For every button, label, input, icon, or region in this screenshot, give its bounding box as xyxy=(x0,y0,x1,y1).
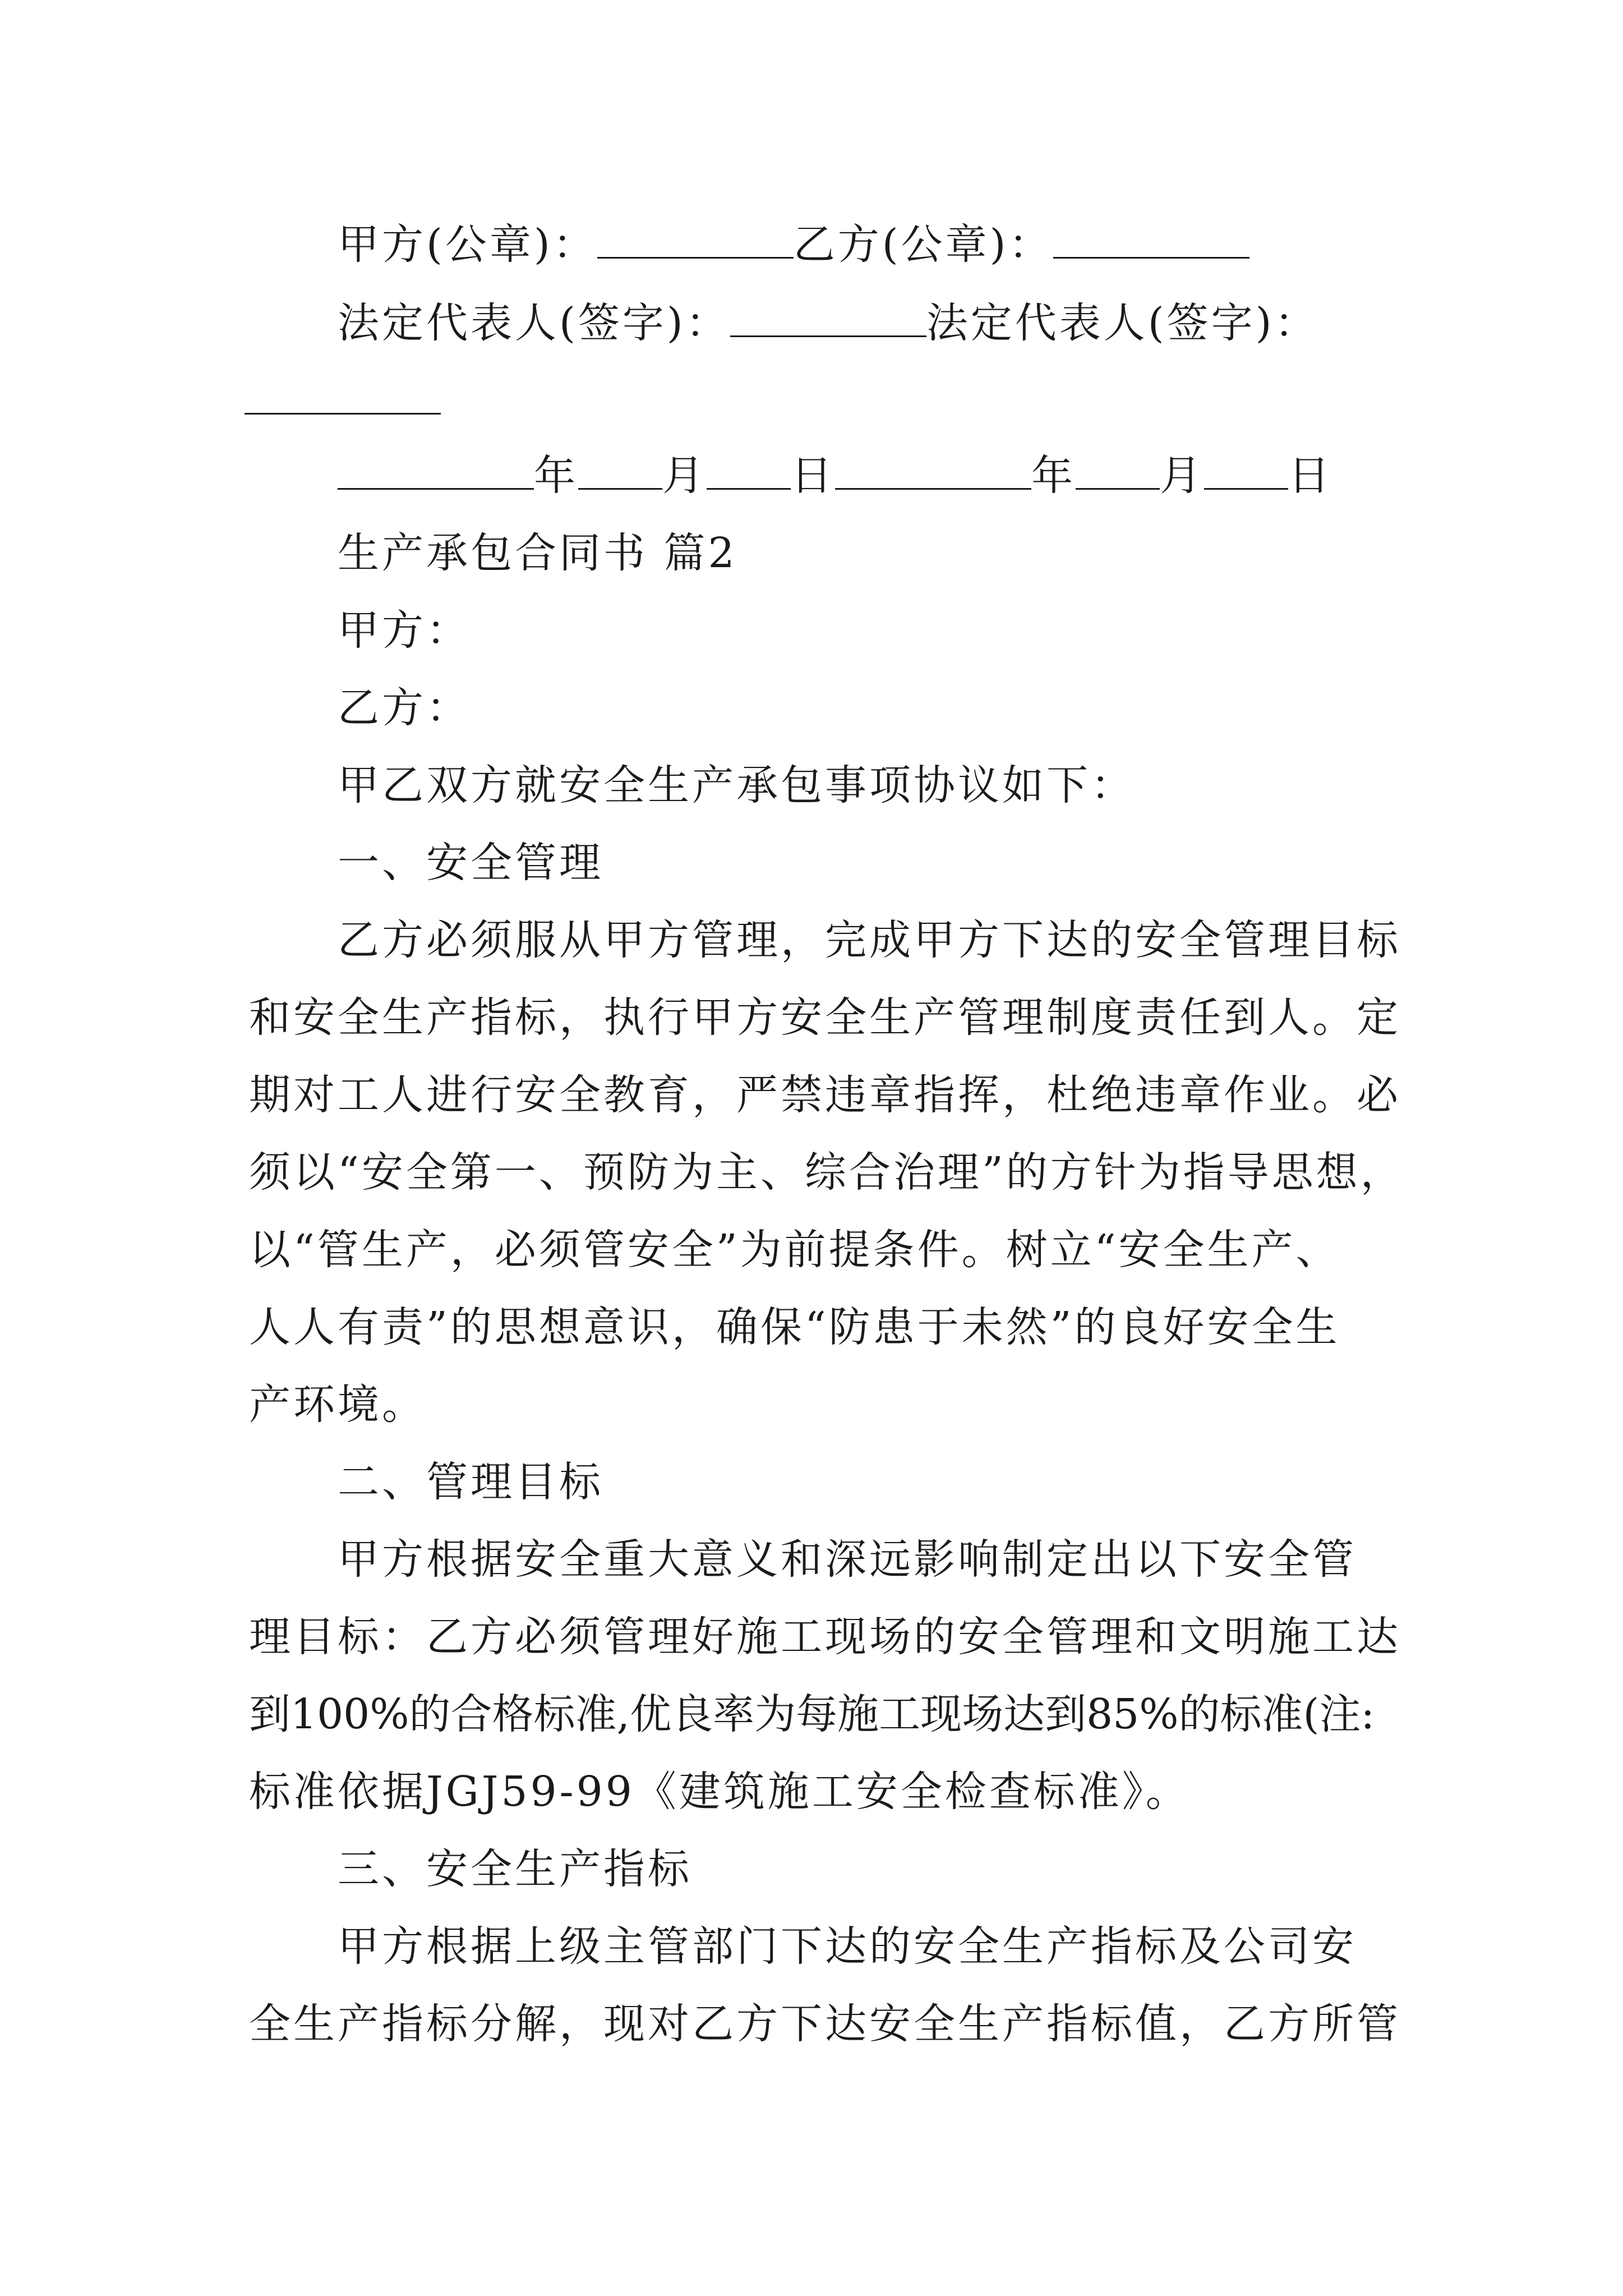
paragraph-line: 甲方根据安全重大意义和深远影响制定出以下安全管 xyxy=(338,1535,1357,1584)
party-b-line: 乙方： xyxy=(338,684,471,732)
paragraph-line: 须以“安全第一、预防为主、综合治理”的方针为指导思想， xyxy=(249,1148,1405,1197)
paragraph-line: 全生产指标分解，现对乙方下达安全生产指标值，乙方所管 xyxy=(249,2000,1401,2048)
date-line xyxy=(338,449,1332,503)
rep-a-blank xyxy=(730,300,926,337)
seal-line xyxy=(338,218,1249,272)
paragraph-line: 到100%的合格标准,优良率为每施工现场达到85%的标准(注: xyxy=(249,1690,1375,1738)
year-a-label: 年 xyxy=(534,452,578,500)
month-b-label: 月 xyxy=(1160,452,1204,500)
paragraph-line: 标准依据JGJ59-99《建筑施工安全检查标准》。 xyxy=(249,1768,1190,1816)
intro-line: 甲乙双方就安全生产承包事项协议如下： xyxy=(338,761,1135,809)
year-a-blank xyxy=(338,452,534,490)
paragraph-line: 理目标：乙方必须管理好施工现场的安全管理和文明施工达 xyxy=(249,1613,1401,1661)
party-b-seal-label: 乙方(公章)： xyxy=(793,220,1053,269)
rep-a-label: 法定代表人(签字)： xyxy=(338,299,730,347)
month-b-blank xyxy=(1076,452,1160,490)
paragraph-line: 期对工人进行安全教育，严禁违章指挥，杜绝违章作业。必 xyxy=(249,1071,1401,1119)
section-heading: 一、安全管理 xyxy=(338,839,603,887)
paragraph-line: 人人有责”的思想意识，确保“防患于未然”的良好安全生 xyxy=(249,1303,1340,1351)
month-a-label: 月 xyxy=(662,452,707,500)
year-b-blank xyxy=(835,452,1031,490)
paragraph-line: 乙方必须服从甲方管理，完成甲方下达的安全管理目标 xyxy=(338,916,1401,964)
paragraph-line: 和安全生产指标，执行甲方安全生产管理制度责任到人。定 xyxy=(249,993,1401,1042)
year-b-label: 年 xyxy=(1031,452,1076,500)
party-a-seal-blank xyxy=(597,221,794,259)
party-a-seal-label: 甲方(公章)： xyxy=(338,220,597,269)
day-b-label: 日 xyxy=(1288,452,1332,500)
month-a-blank xyxy=(578,452,662,490)
section-heading: 二、管理目标 xyxy=(338,1458,603,1506)
day-b-blank xyxy=(1204,452,1288,490)
section-heading: 三、安全生产指标 xyxy=(338,1845,692,1893)
rep-b-label: 法定代表人(签字)： xyxy=(926,299,1319,347)
contract-title: 生产承包合同书 篇2 xyxy=(338,529,737,577)
paragraph-line: 甲方根据上级主管部门下达的安全生产指标及公司安 xyxy=(338,1922,1357,1971)
paragraph-line: 产环境。 xyxy=(249,1381,426,1429)
day-a-blank xyxy=(707,452,791,490)
party-b-seal-blank xyxy=(1053,221,1249,259)
paragraph-line: 以“管生产，必须管安全”为前提条件。树立“安全生产、 xyxy=(249,1226,1340,1274)
representative-line xyxy=(338,296,1319,350)
day-a-label: 日 xyxy=(791,452,835,500)
rep-b-blank xyxy=(245,413,441,415)
party-a-line: 甲方： xyxy=(338,606,471,655)
